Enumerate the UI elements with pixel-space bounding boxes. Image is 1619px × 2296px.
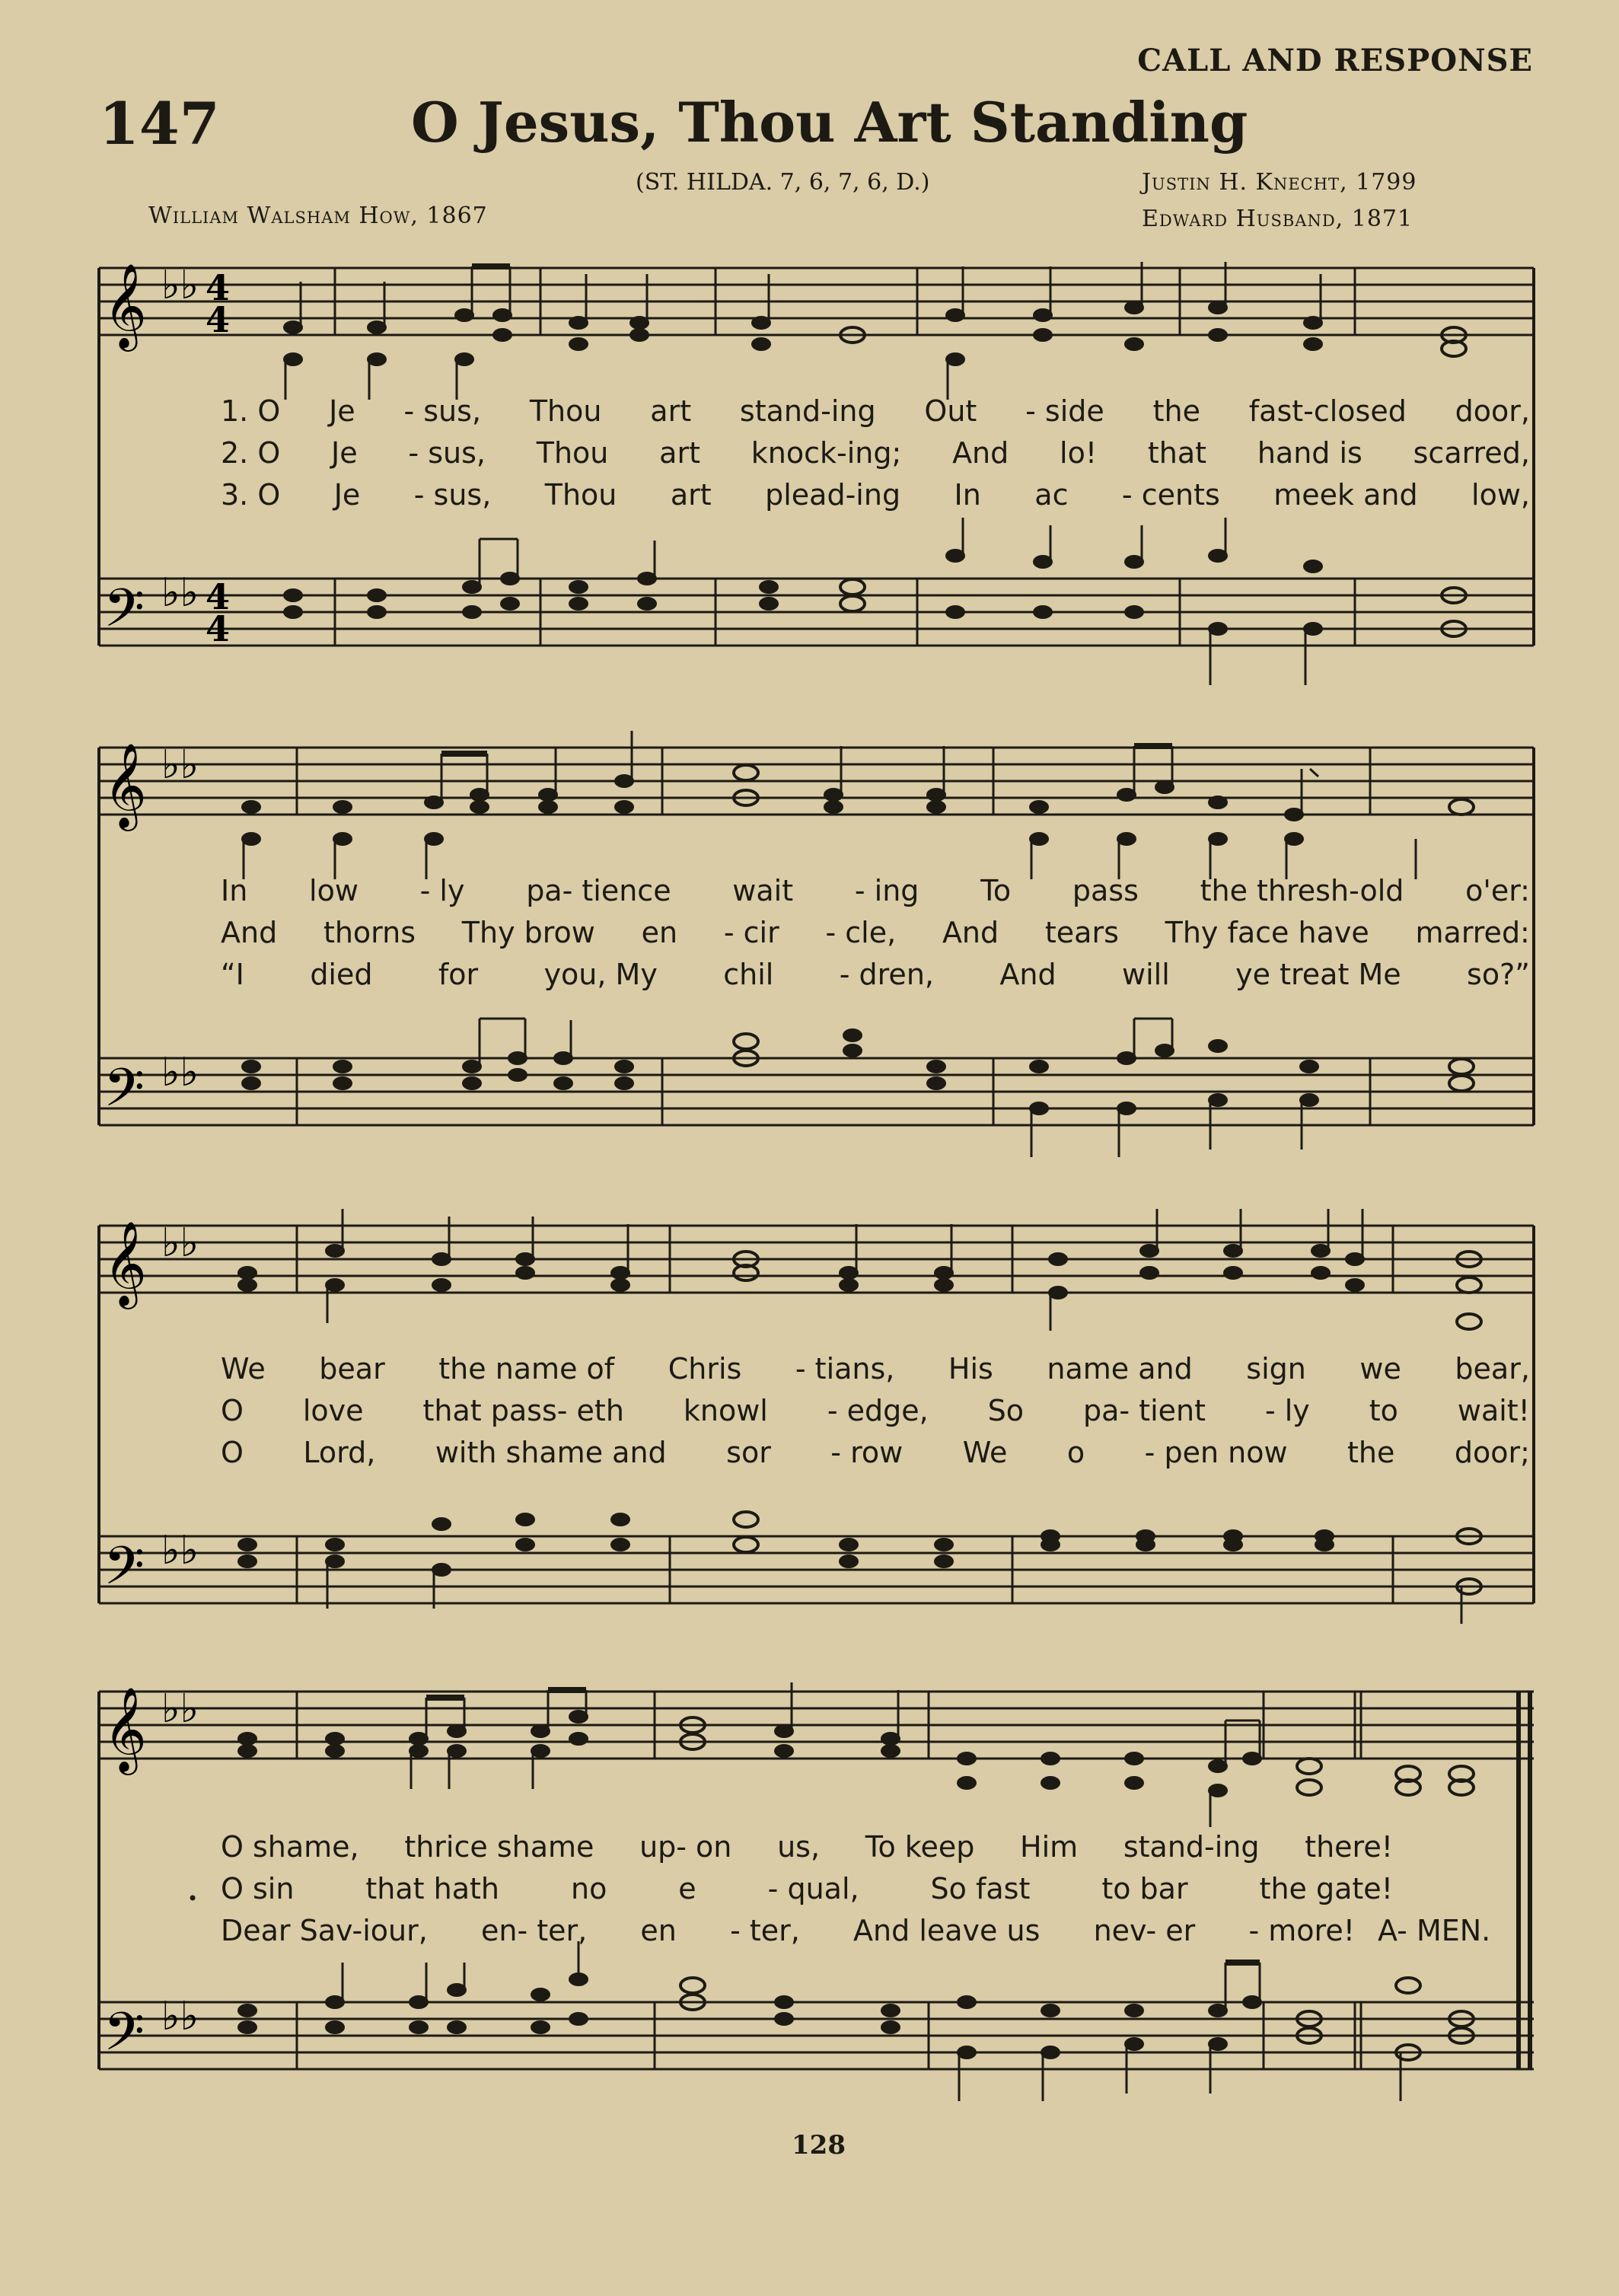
lyric-line-3-3: O Lord, with shame and sor - row We o - pen now the door;	[221, 1436, 1530, 1469]
lyric-line-1-3: 3. O Je - sus, Thou art plead-ing In ac - cents meek and low,	[221, 478, 1530, 512]
lyric-line-1-1: 1. O Je - sus, Thou art stand-ing Out - side the fast-closed door,	[221, 394, 1530, 428]
lyric-line-2-2: And thorns Thy brow en - cir - cle, And tears Thy face have marred:	[221, 916, 1530, 949]
svg-text:4: 4	[206, 576, 231, 617]
svg-text:♭♭: ♭♭	[161, 742, 199, 788]
svg-text:𝄢: 𝄢	[104, 1535, 145, 1609]
arranger-credit: Edward Husband, 1871	[1142, 206, 1413, 232]
svg-text:𝄞: 𝄞	[104, 263, 147, 348]
svg-text:♭♭: ♭♭	[161, 570, 199, 616]
svg-text:♭♭: ♭♭	[161, 1050, 199, 1095]
lyric-line-4-2: O sin that hath no e - qual, So fast to bar the gate!	[221, 1872, 1393, 1905]
section-label: CALL AND RESPONSE	[1137, 43, 1533, 78]
amen-text: A- MEN.	[1378, 1914, 1491, 1947]
svg-text:𝄞: 𝄞	[104, 1220, 147, 1306]
lyric-line-3-1: We bear the name of Chris - tians, His name and sign we bear,	[221, 1352, 1530, 1386]
hymn-number: 147	[99, 90, 220, 158]
tune-info: (ST. HILDA. 7, 6, 7, 6, D.)	[636, 169, 930, 196]
svg-text:4: 4	[206, 267, 231, 308]
lyric-line-3-2: O love that pass- eth knowl - edge, So pa- tient - ly to wait!	[221, 1394, 1530, 1427]
lyric-line-1-2: 2. O Je - sus, Thou art knock-ing; And lo! that hand is scarred,	[221, 436, 1530, 470]
svg-text:𝄢: 𝄢	[104, 1057, 145, 1131]
svg-text:♭♭: ♭♭	[161, 1528, 199, 1574]
svg-text:♭♭: ♭♭	[161, 1686, 199, 1732]
svg-text:𝄢: 𝄢	[104, 2001, 145, 2075]
svg-text:4: 4	[206, 299, 231, 340]
page-number: 128	[792, 2130, 846, 2160]
svg-text:𝄢: 𝄢	[104, 577, 145, 652]
author-credit: William Walsham How, 1867	[148, 202, 488, 229]
svg-text:𝄞: 𝄞	[104, 1686, 147, 1771]
hymn-title: O Jesus, Thou Art Standing	[411, 90, 1248, 155]
verse-marker: •	[187, 1888, 199, 1909]
svg-text:♭♭: ♭♭	[161, 1220, 199, 1266]
svg-text:4: 4	[206, 608, 231, 649]
lyric-line-2-1: In low - ly pa- tience wait - ing To pass the thresh-old o'er:	[221, 874, 1530, 907]
composer-credit: Justin H. Knecht, 1799	[1142, 169, 1417, 196]
svg-text:♭♭: ♭♭	[161, 1994, 199, 2039]
lyric-line-4-3: Dear Sav-iour, en- ter, en - ter, And leave us nev- er - more!	[221, 1914, 1355, 1947]
svg-text:𝄞: 𝄞	[104, 742, 147, 828]
lyric-line-2-3: “I died for you, My chil - dren, And will ye treat Me so?”	[221, 958, 1530, 991]
svg-text:♭♭: ♭♭	[161, 263, 199, 308]
lyric-line-4-1: O shame, thrice shame up- on us, To keep Him stand-ing there!	[221, 1830, 1393, 1864]
